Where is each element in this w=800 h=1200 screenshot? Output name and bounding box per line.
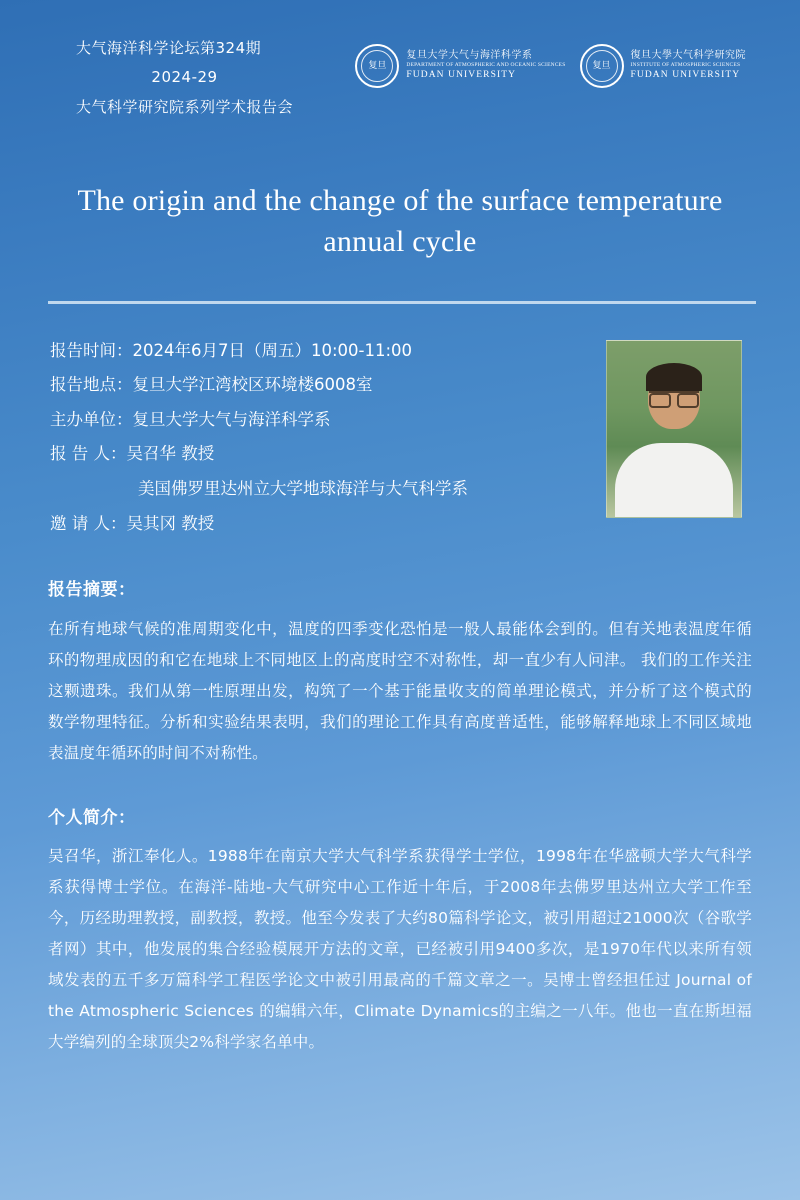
speaker-affiliation: 美国佛罗里达州立大学地球海洋与大气科学系 <box>138 479 468 499</box>
bio-title: 个人简介： <box>48 808 136 829</box>
portrait-glasses-icon <box>649 391 699 403</box>
place-value: 复旦大学江湾校区环境楼6008室 <box>132 375 373 395</box>
logo-department <box>355 44 565 88</box>
host-value: 复旦大学大气与海洋科学系 <box>132 409 331 429</box>
logo-department-en-small: DEPARTMENT OF ATMOSPHERIC AND OCEANIC SCIENCES <box>406 62 566 69</box>
host-label: 主办单位： <box>50 409 133 429</box>
logo-department-cn: 复旦大学大气与海洋科学系 <box>406 49 533 61</box>
header-text-block <box>48 34 293 122</box>
forum-subtitle-line: 大气科学研究院系列学术报告会 <box>76 97 294 116</box>
forum-issue-line: 2024-29 <box>151 68 218 87</box>
info-list <box>50 334 606 542</box>
abstract-section <box>48 575 752 769</box>
time-label: 报告时间： <box>50 340 133 360</box>
inviter-label: 邀 请 人： <box>50 513 127 533</box>
speaker-label: 报 告 人： <box>50 444 127 464</box>
place-label: 报告地点： <box>50 375 133 395</box>
fudan-institute-seal-icon: 复旦 <box>580 44 624 88</box>
info-row-place <box>50 368 606 403</box>
info-row-time <box>50 334 606 369</box>
poster-header <box>48 0 752 122</box>
logo-institute-en-small: INSTITUTE OF ATMOSPHERIC SCIENCES <box>630 62 741 69</box>
info-row-speaker <box>50 437 606 472</box>
logo-institute-cn: 復旦大學大气科学研究院 <box>630 49 746 61</box>
time-value: 2024年6月7日（周五）10:00-11:00 <box>132 340 413 360</box>
logo-institute-text <box>631 50 747 82</box>
speaker-value: 吴召华 教授 <box>126 444 215 464</box>
logo-department-text <box>406 50 565 82</box>
logo-group <box>355 34 752 88</box>
portrait-shirt <box>615 443 733 517</box>
forum-series-line: 大气海洋科学论坛第324期 <box>76 39 262 57</box>
info-row-inviter <box>50 507 606 542</box>
abstract-body: 在所有地球气候的准周期变化中，温度的四季变化恐怕是一般人最能体会到的。但有关地表温度年循环的物理成因的和它在地球上不同地区上的高度时空不对称性，却一直少有人问津。 我们的工作关注这颗遗珠。我们从第一性原理出发，构筑了一个基于能量收支的简单理论模式，并分析了这个模式的数学物理特征。分析和实验结果表明，我们的理论工作具有高度普适性，能够解释地球上不同区域地表温度年循环的时间不对称性。 <box>48 620 752 763</box>
bio-section <box>48 803 752 1058</box>
abstract-title: 报告摘要： <box>48 580 136 601</box>
fudan-seal-icon: 复旦 <box>355 44 399 88</box>
page-title: The origin and the change of the surface temperature annual cycle <box>77 183 723 259</box>
info-section <box>48 334 752 542</box>
logo-institute-en-large: FUDAN UNIVERSITY <box>630 70 741 81</box>
logo-institute <box>580 44 747 88</box>
speaker-portrait <box>606 340 742 518</box>
bio-body: 吴召华，浙江奉化人。1988年在南京大学大气科学系获得学士学位，1998年在华盛顿大学大气科学系获得博士学位。在海洋-陆地-大气研究中心工作近十年后，于2008年去佛罗里达州立大学工作至今，历经助理教授，副教授，教授。他至今发表了大约80篇科学论文，被引用超过21000次（谷歌学者网）其中，他发展的集合经验模展开方法的文章，已经被引用9400多次，是1970年代以来所有领域发表的五千多万篇科学工程医学论文中被引用最高的千篇文章之一。吴博士曾经担任过 Journal of the Atmospheric Sciences 的编辑六年，Climate Dynamics的主编之一八年。他也一直在斯坦福大学编列的全球顶尖2%科学家名单中。 <box>48 847 752 1052</box>
portrait-hair <box>646 363 702 391</box>
logo-department-en-large: FUDAN UNIVERSITY <box>406 70 517 81</box>
info-row-host <box>50 403 606 438</box>
inviter-value: 吴其冈 教授 <box>126 513 215 533</box>
title-divider <box>48 301 756 304</box>
